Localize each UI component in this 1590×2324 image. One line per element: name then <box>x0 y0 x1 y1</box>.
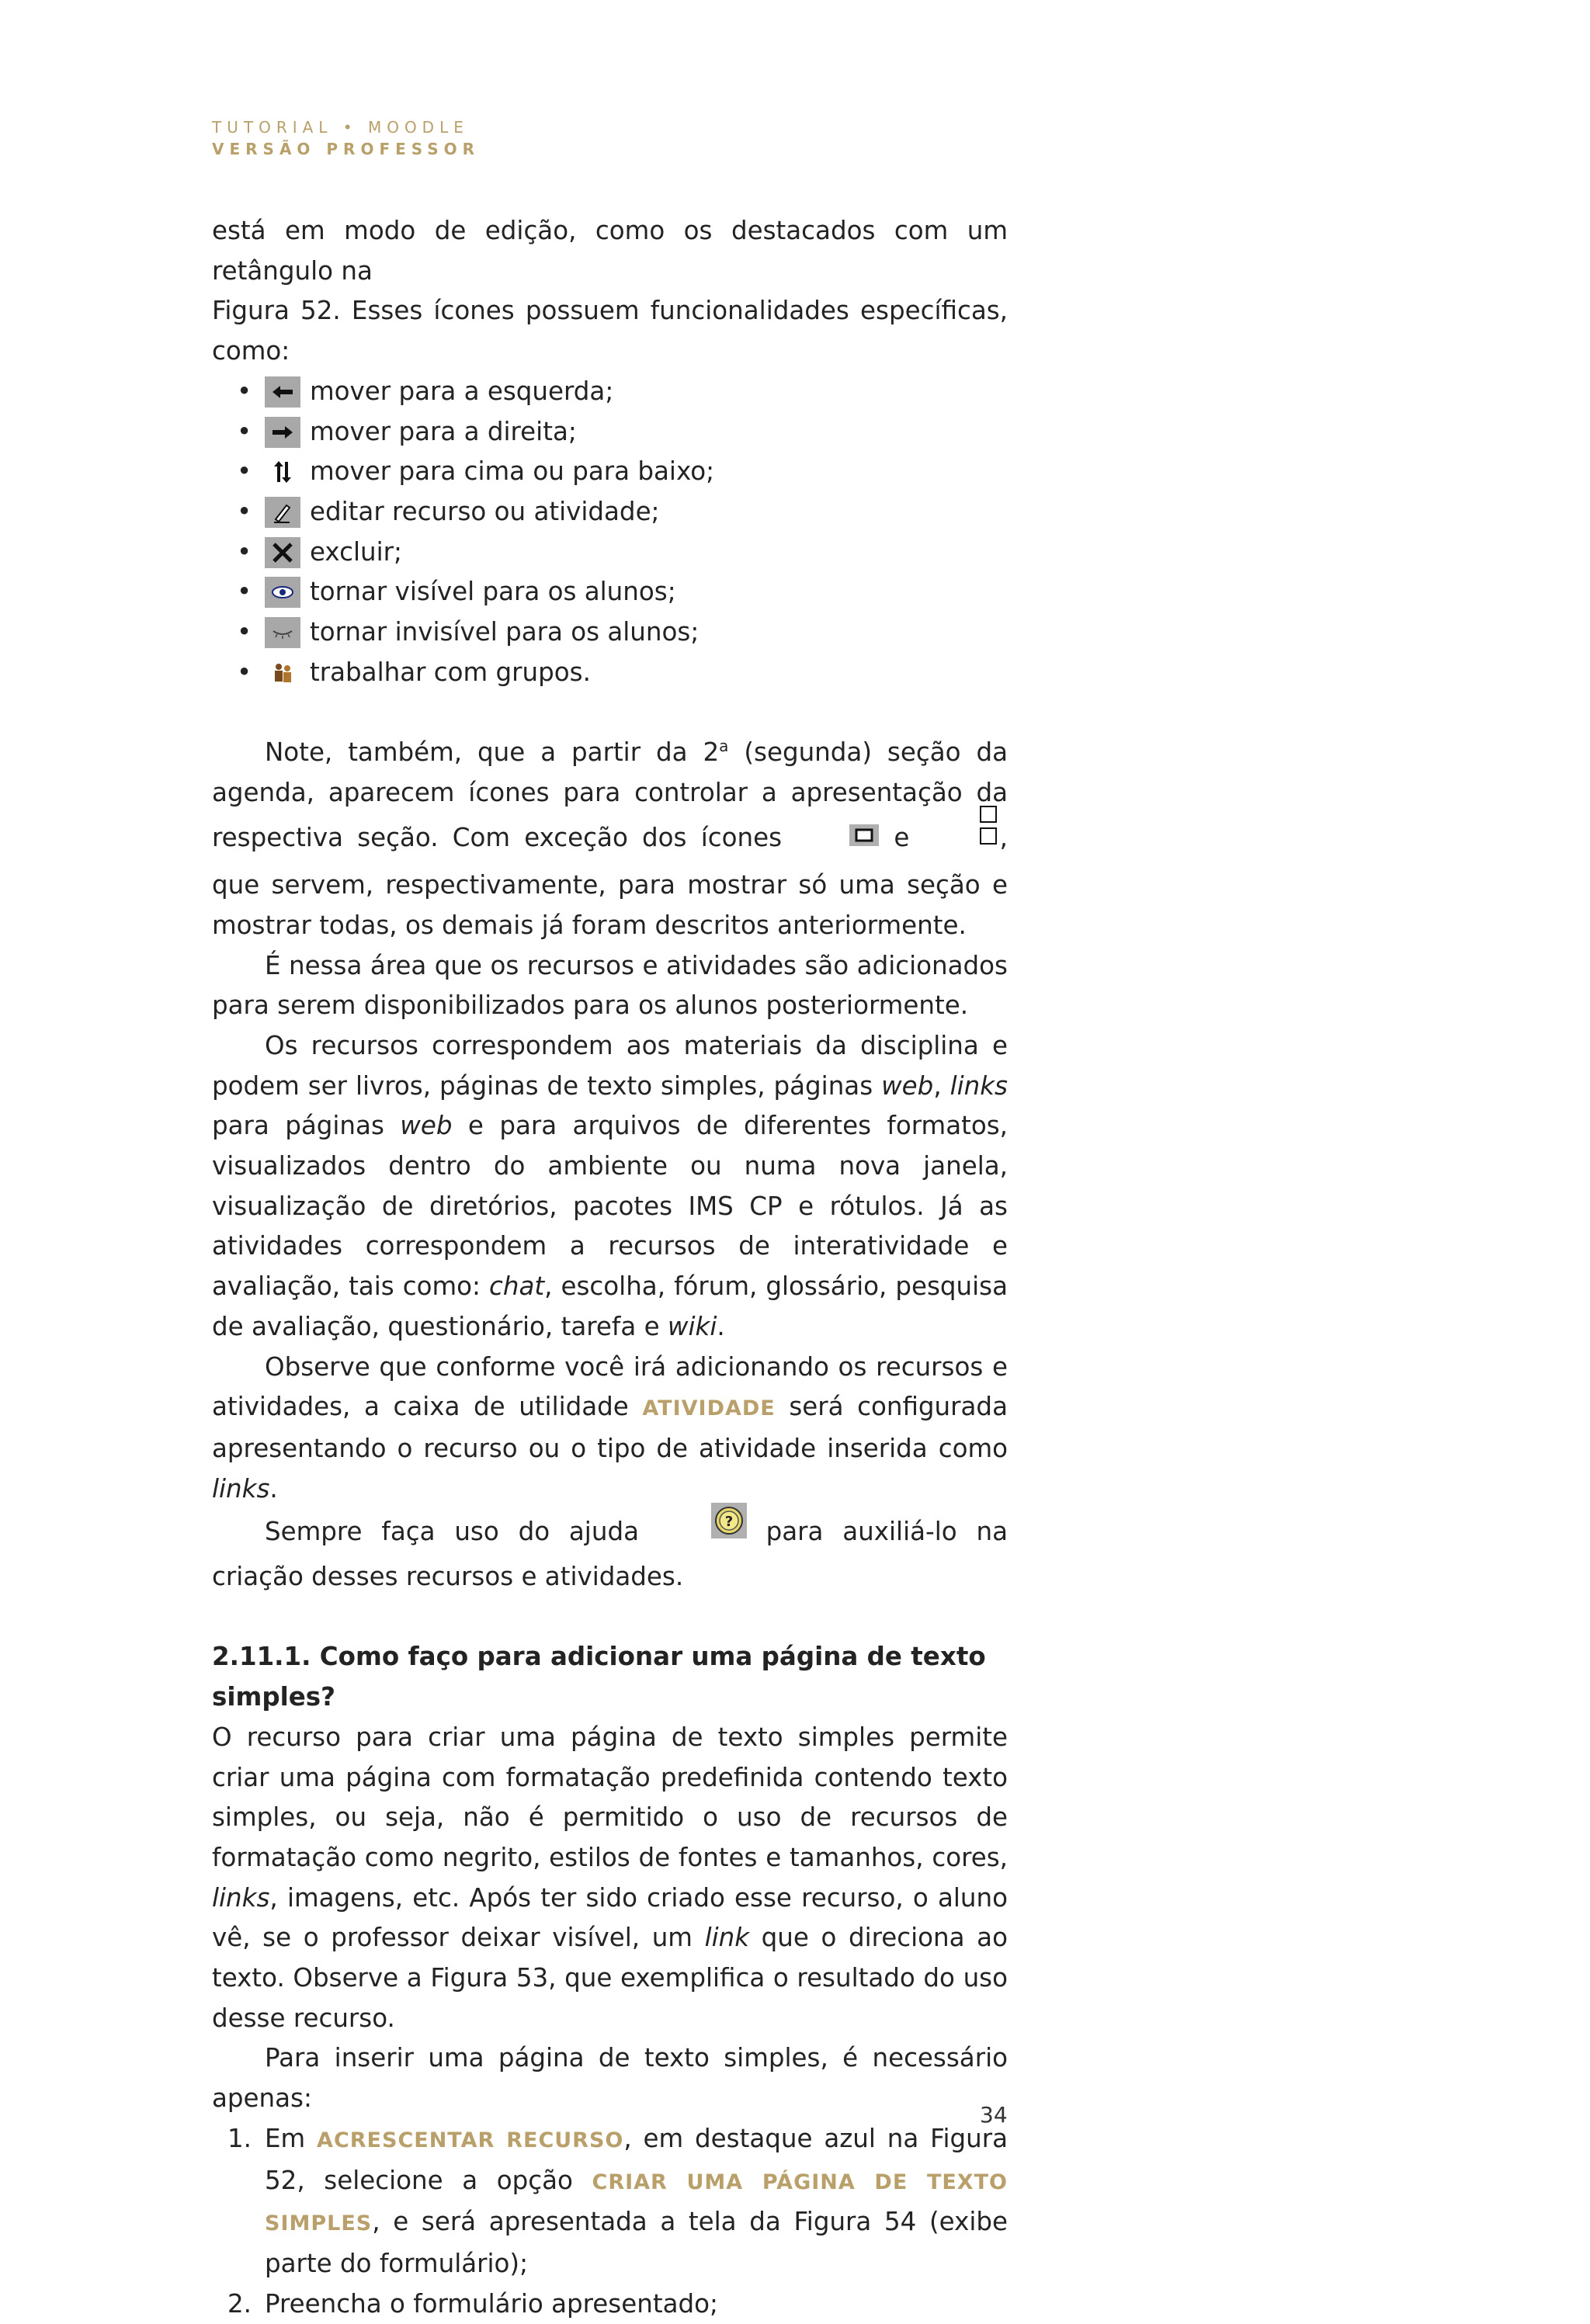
list-item: 1. Em ACRESCENTAR RECURSO, em destaque azul na Figura 52, selecione a opção CRIAR UMA PÁGINA DE TEXTO SIMPLES, e será apresentada a tela da Figura 54 (exibe parte do formulário); <box>227 2123 1008 2278</box>
eye-closed-icon <box>265 617 300 648</box>
delete-x-icon <box>265 537 300 568</box>
svg-text:?: ? <box>724 1514 734 1531</box>
keyword-criar-pagina: CRIAR UMA PÁGINA DE TEXTO SIMPLES <box>265 2170 1008 2236</box>
show-one-section-icon <box>796 819 880 859</box>
keyword-acrescentar-recurso: ACRESCENTAR RECURSO <box>317 2128 624 2152</box>
paragraph: É nessa área que os recursos e atividades são adicionados para serem disponibilizados para os alunos posteriormente. <box>212 950 1008 1021</box>
steps-list <box>212 2119 1008 2324</box>
list-item: • mover para a direita; <box>237 416 577 446</box>
list-item: • excluir; <box>237 536 402 567</box>
header-line-1: TUTORIAL • MOODLE <box>212 118 469 137</box>
list-item: • mover para a esquerda; <box>237 376 614 406</box>
arrow-right-icon <box>265 417 300 448</box>
page-number: 34 <box>980 2102 1008 2128</box>
list-item: • tornar invisível para os alunos; <box>237 616 700 647</box>
running-header <box>212 116 480 160</box>
paragraph: Sempre faça uso do ajuda ? para auxiliá-lo na criação desses recursos e atividades. <box>212 1509 1008 1597</box>
list-item: • trabalhar com grupos. <box>237 657 591 687</box>
keyword-atividade: ATIVIDADE <box>642 1396 776 1421</box>
list-item: • mover para cima ou para baixo; <box>237 456 715 487</box>
header-line-2: VERSÃO PROFESSOR <box>212 140 481 158</box>
page-body <box>212 211 1008 2324</box>
arrow-left-icon <box>265 376 300 408</box>
paragraph: Note, também, que a partir da 2$^a$ (segunda) seção da agenda, aparecem ícones para controlar a apresentação da respectiva seção. Com exceção dos ícones e , que servem, respectivamente, para mostrar só uma seção e mostrar todas, os demais já foram descritos anteriormente. <box>212 737 1008 940</box>
eye-open-icon <box>265 577 300 608</box>
paragraph: Observe que conforme você irá adicionando os recursos e atividades, a caixa de utilidade ATIVIDADE será configurada apresentando o recurso ou o tipo de atividade inserida como links. <box>212 1351 1008 1504</box>
show-all-sections-icon <box>924 805 1000 858</box>
arrow-up-down-icon <box>265 456 300 487</box>
list-item: 2. Preencha o formulário apresentado; <box>227 2288 718 2319</box>
edit-hand-icon <box>265 497 300 528</box>
list-item: • tornar visível para os alunos; <box>237 577 676 607</box>
section-heading: 2.11.1. Como faço para adicionar uma página de texto simples? <box>212 1642 986 1712</box>
paragraph: Para inserir uma página de texto simples, é necessário apenas: <box>212 2043 1008 2114</box>
paragraph: Os recursos correspondem aos materiais da disciplina e podem ser livros, páginas de texto simples, páginas web, links para páginas web e para arquivos de diferentes formatos, visualizados dentro do ambiente ou numa nova janela, visualização de diretórios, pacotes IMS CP e rótulos. Já as atividades correspondem a recursos de interatividade e avaliação, tais como: chat, escolha, fórum, glossário, pesquisa de avaliação, questionário, tarefa e wiki. <box>212 1030 1009 1341</box>
intro-paragraph: está em modo de edição, como os destacados com um retângulo na Figura 52. Esses ícones possuem funcionalidades específicas, como: <box>212 216 1008 366</box>
groups-icon <box>265 657 300 689</box>
paragraph: O recurso para criar uma página de texto simples permite criar uma página com formatação predefinida contendo texto simples, ou seja, não é permitido o uso de recursos de formatação como negrito, estilos de fontes e tamanhos, cores, links, imagens, etc. Após ter sido criado esse recurso, o aluno vê, se o professor deixar visível, um link que o direciona ao texto. Observe a Figura 53, que exemplifica o resultado do uso desse recurso. <box>212 1722 1008 2033</box>
help-icon <box>658 1503 747 1551</box>
list-item: • editar recurso ou atividade; <box>237 496 660 526</box>
icon-list <box>212 372 1008 693</box>
